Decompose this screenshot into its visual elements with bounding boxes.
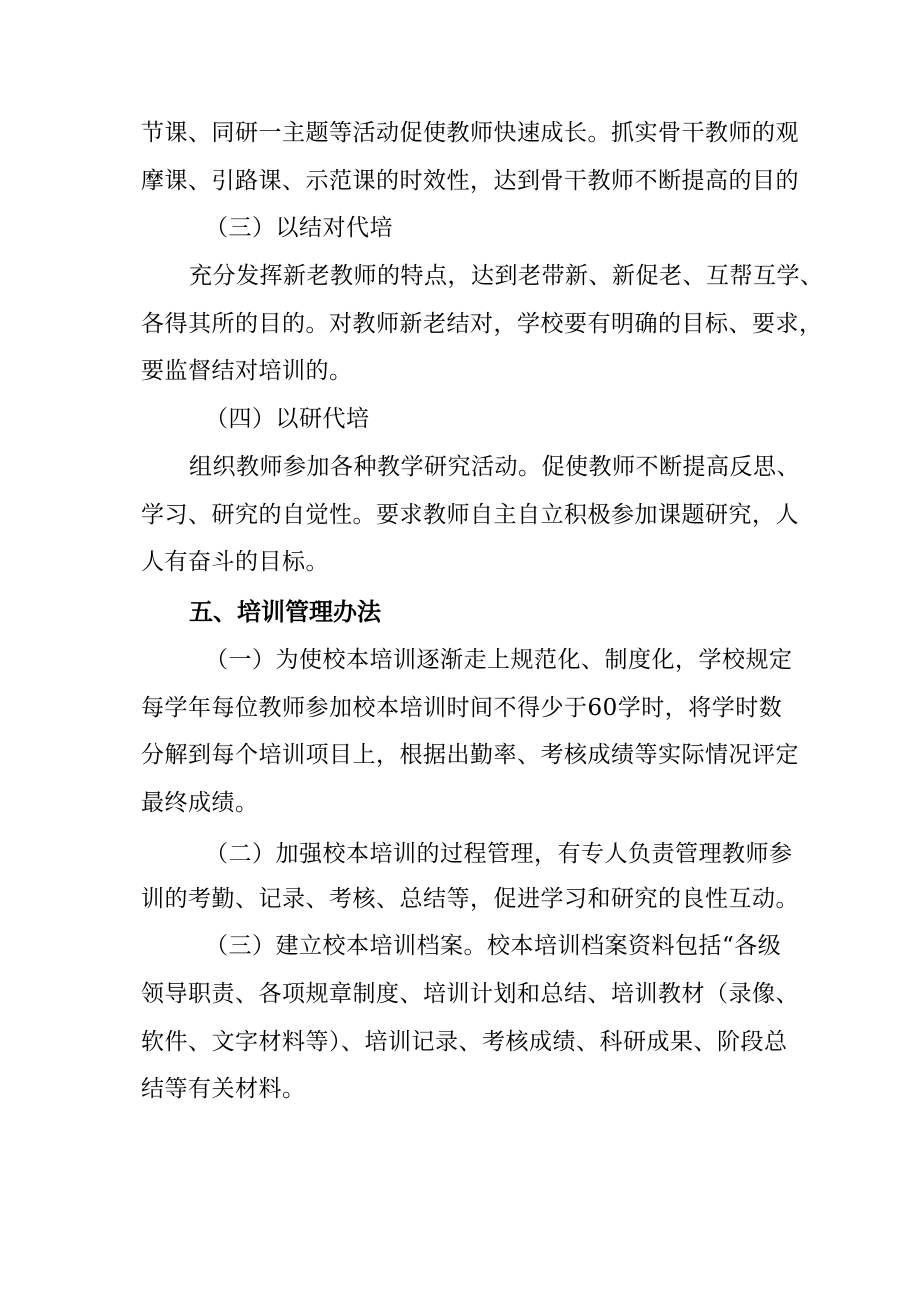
subheading-research-training: （四）以研代培 xyxy=(205,406,370,432)
paragraph-line: 学习、研究的自觉性。要求教师自主自立积极参加课题研究，人 xyxy=(141,502,799,528)
paragraph-line: 每学年每位教师参加校本培训时间不得少于60学时，将学时数 xyxy=(141,695,783,721)
paragraph-line: 组织教师参加各种教学研究活动。促使教师不断提高反思、 xyxy=(189,454,800,480)
paragraph-line: （三）建立校本培训档案。校本培训档案资料包括“各级 xyxy=(205,933,782,959)
paragraph-line: 各得其所的目的。对教师新老结对，学校要有明确的目标、要求， xyxy=(141,311,823,337)
section-heading: 五、培训管理办法 xyxy=(189,598,381,626)
paragraph-line: 领导职责、各项规章制度、培训计划和总结、培训教材（录像、 xyxy=(141,981,799,1007)
paragraph-line: 最终成绩。 xyxy=(141,790,259,816)
subheading-pair-training: （三）以结对代培 xyxy=(205,215,393,241)
paragraph-line: 人有奋斗的目标。 xyxy=(141,549,329,575)
paragraph-line: （二）加强校本培训的过程管理，有专人负责管理教师参 xyxy=(205,841,793,867)
paragraph-line: 软件、文字材料等）、培训记录、考核成绩、科研成果、阶段总 xyxy=(141,1029,788,1055)
paragraph-line: （一）为使校本培训逐渐走上规范化、制度化，学校规定 xyxy=(205,647,793,673)
paragraph-line: 充分发挥新老教师的特点，达到老带新、新促老、互帮互学、 xyxy=(189,263,824,289)
paragraph-line: 摩课、引路课、示范课的时效性，达到骨干教师不断提高的目的 xyxy=(141,168,799,194)
paragraph-line: 训的考勤、记录、考核、总结等，促进学习和研究的良性互动。 xyxy=(141,886,799,912)
paragraph-line: 要监督结对培训的。 xyxy=(141,358,353,384)
paragraph-line: 分解到每个培训项目上，根据出勤率、考核成绩等实际情况评定 xyxy=(141,742,799,768)
paragraph-line: 节课、同研一主题等活动促使教师快速成长。抓实骨干教师的观 xyxy=(141,120,799,146)
paragraph-line: 结等有关材料。 xyxy=(141,1076,306,1102)
